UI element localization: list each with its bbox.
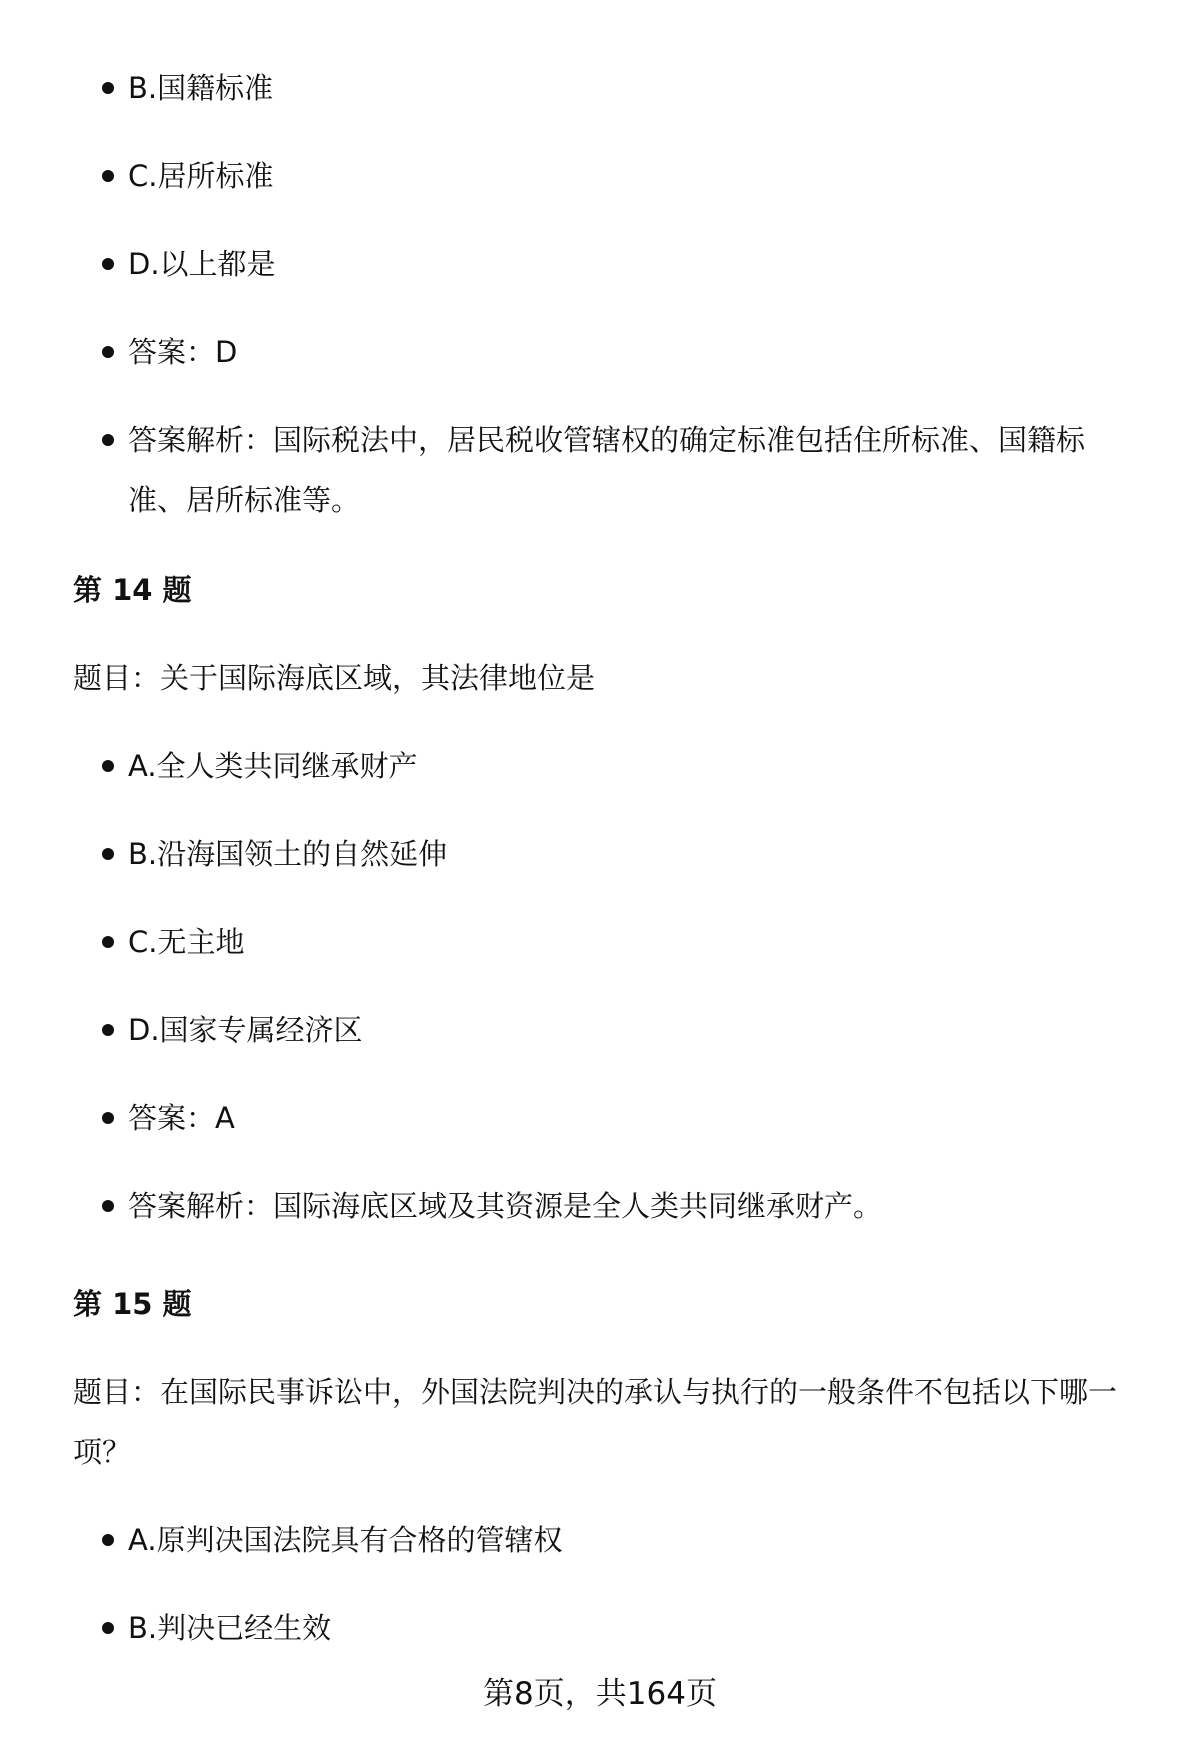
- bullet-icon: [102, 1200, 114, 1212]
- q14-heading: 第 14 题: [73, 573, 192, 607]
- bullet-icon: [102, 346, 114, 358]
- option-text: D.以上都是: [128, 247, 276, 281]
- q15-option-a: [128, 1510, 1128, 1570]
- q14-answer: [128, 1088, 1128, 1148]
- option-text: D.国家专属经济区: [128, 1013, 363, 1047]
- bullet-icon: [102, 1112, 114, 1124]
- option-text: A.全人类共同继承财产: [128, 749, 418, 783]
- q13-analysis: [128, 410, 1128, 530]
- q14-option-d: [128, 1000, 1128, 1060]
- bullet-icon: [102, 258, 114, 270]
- q13-option-d: [128, 234, 1128, 294]
- bullet-icon: [102, 1024, 114, 1036]
- q14-stem: 题目：关于国际海底区域，其法律地位是: [73, 661, 596, 695]
- q13-answer: [128, 322, 1128, 382]
- option-text: B.判决已经生效: [128, 1611, 332, 1645]
- bullet-icon: [102, 170, 114, 182]
- q13-option-b: [128, 58, 1128, 118]
- q13-option-c: [128, 146, 1128, 206]
- option-text: B.国籍标准: [128, 71, 274, 105]
- bullet-icon: [102, 760, 114, 772]
- analysis-text: 答案解析：国际海底区域及其资源是全人类共同继承财产。: [128, 1189, 883, 1223]
- q14-option-a: [128, 736, 1128, 796]
- option-text: A.原判决国法院具有合格的管辖权: [128, 1523, 563, 1557]
- q15-option-b: [128, 1598, 1128, 1658]
- analysis-text: 答案解析：国际税法中，居民税收管辖权的确定标准包括住所标准、国籍标准、居所标准等。: [128, 423, 1086, 517]
- option-text: C.无主地: [128, 925, 245, 959]
- answer-text: 答案：A: [128, 1101, 235, 1135]
- q15-stem: 题目：在国际民事诉讼中，外国法院判决的承认与执行的一般条件不包括以下哪一项？: [73, 1375, 1118, 1469]
- bullet-icon: [102, 1534, 114, 1546]
- q14-option-c: [128, 912, 1128, 972]
- q14-option-b: [128, 824, 1128, 884]
- bullet-icon: [102, 82, 114, 94]
- answer-text: 答案：D: [128, 335, 238, 369]
- q14-analysis: [128, 1176, 1128, 1236]
- bullet-icon: [102, 1622, 114, 1634]
- q15-heading: 第 15 题: [73, 1287, 192, 1321]
- bullet-icon: [102, 434, 114, 446]
- option-text: B.沿海国领土的自然延伸: [128, 837, 448, 871]
- bullet-icon: [102, 936, 114, 948]
- bullet-icon: [102, 848, 114, 860]
- page-number: 第8页，共164页: [483, 1676, 717, 1712]
- option-text: C.居所标准: [128, 159, 274, 193]
